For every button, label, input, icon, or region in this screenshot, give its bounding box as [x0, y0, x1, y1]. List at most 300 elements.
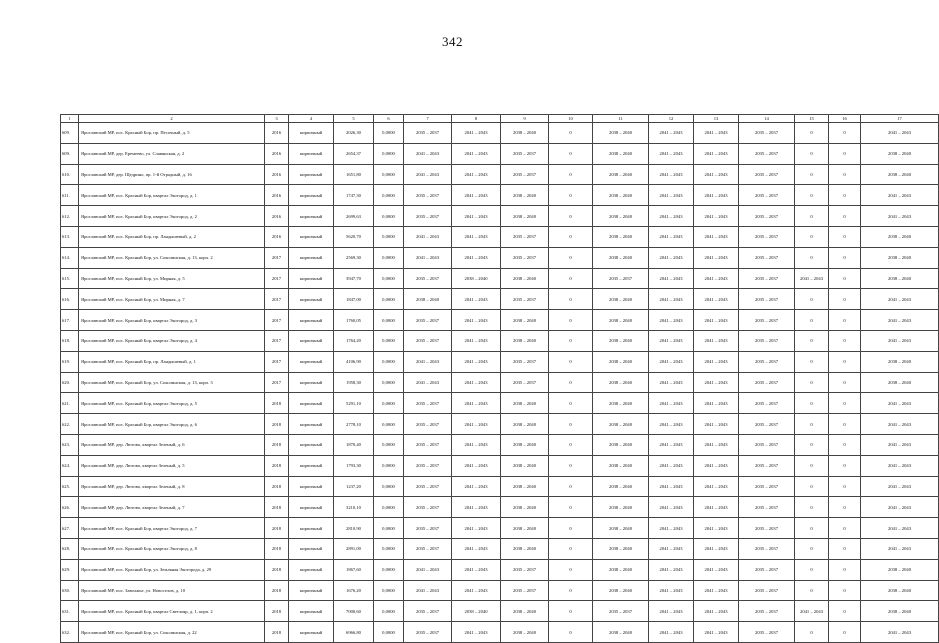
table-cell-col-6: 0,0000	[374, 351, 404, 372]
table-row	[61, 310, 939, 331]
table-cell-col-8: 2041 – 2043	[452, 330, 501, 351]
table-cell-col-14: 2035 – 2037	[739, 434, 795, 455]
table-cell-col-16: 0	[829, 580, 861, 601]
table-row	[61, 414, 939, 435]
table-cell-col-4: кирпичный	[289, 518, 334, 539]
table-cell-col-11: 2038 – 2040	[593, 559, 649, 580]
table-cell-col-9: 2038 – 2040	[501, 268, 549, 289]
table-cell-col-17: 2041 – 2043	[861, 123, 939, 144]
table-cell-col-15: 0	[795, 455, 829, 476]
table-cell-col-13: 2041 – 2043	[694, 310, 739, 331]
table-cell-col-7: 2041 – 2043	[404, 351, 452, 372]
table-cell-col-13: 2041 – 2043	[694, 538, 739, 559]
table-cell-col-10: 0	[549, 310, 593, 331]
table-cell-col-14: 2035 – 2037	[739, 185, 795, 206]
table-row	[61, 559, 939, 580]
table-row	[61, 330, 939, 351]
table-cell-col-9: 2035 – 2037	[501, 372, 549, 393]
table-cell-col-9: 2038 – 2040	[501, 393, 549, 414]
table-cell-col-4: кирпичный	[289, 434, 334, 455]
table-cell-col-14: 2035 – 2037	[739, 268, 795, 289]
table-cell-col-1: 625.	[61, 476, 79, 497]
table-cell-col-15: 0	[795, 123, 829, 144]
table-cell-col-4: кирпичный	[289, 206, 334, 227]
table-cell-col-16: 0	[829, 226, 861, 247]
table-cell-col-2: Ярославский МР, пос. Красный Бор, пр. Ландышевый, д. 2	[79, 226, 265, 247]
table-cell-col-14: 2035 – 2037	[739, 226, 795, 247]
table-cell-col-2: Ярославский МР, пос. Красный Бор, пр. Ландышевый, д. 1	[79, 351, 265, 372]
table-cell-col-6: 0,0000	[374, 434, 404, 455]
table-cell-col-6: 0,0000	[374, 247, 404, 268]
header-row	[61, 115, 939, 123]
table-cell-col-6: 0,0000	[374, 164, 404, 185]
table-cell-col-14: 2035 – 2037	[739, 538, 795, 559]
column-header-3: 3	[265, 115, 289, 123]
table-cell-col-5: 2810,90	[334, 518, 374, 539]
table-cell-col-2: Ярославский МР, дер. Еремеево, ул. Славянская, д. 2	[79, 143, 265, 164]
table-cell-col-5: 1958,30	[334, 372, 374, 393]
table-cell-col-6: 0,0000	[374, 206, 404, 227]
table-cell-col-7: 2035 – 2037	[404, 497, 452, 518]
table-cell-col-12: 2041 – 2043	[649, 310, 694, 331]
table-cell-col-9: 2038 – 2040	[501, 601, 549, 622]
table-row	[61, 601, 939, 622]
table-cell-col-11: 2035 – 2037	[593, 268, 649, 289]
table-cell-col-9: 2038 – 2040	[501, 476, 549, 497]
table-cell-col-14: 2035 – 2037	[739, 143, 795, 164]
table-cell-col-8: 2041 – 2043	[452, 414, 501, 435]
table-cell-col-14: 2035 – 2037	[739, 414, 795, 435]
table-cell-col-5: 4106,90	[334, 351, 374, 372]
table-cell-col-8: 2041 – 2043	[452, 538, 501, 559]
table-cell-col-8: 2041 – 2043	[452, 226, 501, 247]
table-cell-col-6: 0,0000	[374, 143, 404, 164]
table-cell-col-10: 0	[549, 206, 593, 227]
table-cell-col-10: 0	[549, 372, 593, 393]
table-cell-col-12: 2041 – 2043	[649, 393, 694, 414]
table-cell-col-3: 2018	[265, 476, 289, 497]
table-cell-col-6: 0,0000	[374, 622, 404, 643]
table-cell-col-9: 2038 – 2040	[501, 497, 549, 518]
table-cell-col-12: 2041 – 2043	[649, 289, 694, 310]
table-cell-col-17: 2038 – 2040	[861, 351, 939, 372]
table-cell-col-12: 2041 – 2043	[649, 601, 694, 622]
table-cell-col-1: 609.	[61, 123, 79, 144]
table-cell-col-1: 615.	[61, 268, 79, 289]
table-cell-col-11: 2038 – 2040	[593, 185, 649, 206]
table-cell-col-7: 2038 – 2040	[404, 289, 452, 310]
table-cell-col-3: 2016	[265, 143, 289, 164]
table-cell-col-11: 2038 – 2040	[593, 497, 649, 518]
table-cell-col-10: 0	[549, 185, 593, 206]
table-cell-col-8: 2041 – 2043	[452, 351, 501, 372]
table-cell-col-2: Ярославский МР, пос. Красный Бор, пр. Песочный, д. 5	[79, 123, 265, 144]
table-cell-col-14: 2035 – 2037	[739, 455, 795, 476]
table-cell-col-15: 0	[795, 226, 829, 247]
table-cell-col-5: 2569,30	[334, 247, 374, 268]
table-cell-col-7: 2041 – 2043	[404, 580, 452, 601]
table-cell-col-15: 0	[795, 622, 829, 643]
table-cell-col-11: 2038 – 2040	[593, 622, 649, 643]
table-cell-col-7: 2035 – 2037	[404, 185, 452, 206]
table-cell-col-5: 2026,30	[334, 123, 374, 144]
table-cell-col-8: 2041 – 2043	[452, 372, 501, 393]
table-cell-col-9: 2038 – 2040	[501, 455, 549, 476]
table-cell-col-13: 2041 – 2043	[694, 372, 739, 393]
table-cell-col-15: 0	[795, 247, 829, 268]
table-row	[61, 455, 939, 476]
table-cell-col-12: 2041 – 2043	[649, 123, 694, 144]
table-cell-col-3: 2018	[265, 497, 289, 518]
table-cell-col-10: 0	[549, 351, 593, 372]
table-cell-col-3: 2017	[265, 330, 289, 351]
table-cell-col-17: 2038 – 2040	[861, 143, 939, 164]
table-cell-col-8: 2038 – 2040	[452, 268, 501, 289]
table-row	[61, 580, 939, 601]
table-cell-col-15: 0	[795, 434, 829, 455]
table-cell-col-3: 2016	[265, 185, 289, 206]
table-cell-col-4: кирпичный	[289, 622, 334, 643]
table-cell-col-17: 2041 – 2043	[861, 206, 939, 227]
table-cell-col-2: Ярославский МР, пос. Красный Бор, квартал Экогород, д. 7	[79, 518, 265, 539]
column-header-10: 10	[549, 115, 593, 123]
table-cell-col-17: 2041 – 2043	[861, 538, 939, 559]
table-cell-col-8: 2041 – 2043	[452, 206, 501, 227]
table-cell-col-12: 2041 – 2043	[649, 414, 694, 435]
table-cell-col-16: 0	[829, 247, 861, 268]
table-cell-col-10: 0	[549, 330, 593, 351]
table-cell-col-1: 613.	[61, 226, 79, 247]
table-cell-col-7: 2035 – 2037	[404, 206, 452, 227]
table-cell-col-1: 618.	[61, 330, 79, 351]
table-cell-col-11: 2038 – 2040	[593, 247, 649, 268]
table-cell-col-16: 0	[829, 497, 861, 518]
column-header-5: 5	[334, 115, 374, 123]
table-cell-col-4: кирпичный	[289, 351, 334, 372]
table-cell-col-3: 2016	[265, 226, 289, 247]
table-cell-col-17: 2041 – 2043	[861, 393, 939, 414]
table-cell-col-7: 2035 – 2037	[404, 414, 452, 435]
table-cell-col-10: 0	[549, 164, 593, 185]
table-cell-col-4: кирпичный	[289, 247, 334, 268]
table-cell-col-5: 5291,10	[334, 393, 374, 414]
table-cell-col-14: 2035 – 2037	[739, 518, 795, 539]
table-cell-col-10: 0	[549, 226, 593, 247]
table-cell-col-6: 0,0000	[374, 372, 404, 393]
table-cell-col-2: Ярославский МР, дер. Лютово, квартал Зеленый, д. 5	[79, 455, 265, 476]
table-cell-col-11: 2038 – 2040	[593, 434, 649, 455]
table-cell-col-14: 2035 – 2037	[739, 351, 795, 372]
table-cell-col-5: 7000,60	[334, 601, 374, 622]
table-cell-col-4: кирпичный	[289, 372, 334, 393]
table-cell-col-13: 2041 – 2043	[694, 455, 739, 476]
column-header-16: 16	[829, 115, 861, 123]
table-cell-col-9: 2038 – 2040	[501, 185, 549, 206]
table-cell-col-12: 2041 – 2043	[649, 226, 694, 247]
table-cell-col-14: 2035 – 2037	[739, 497, 795, 518]
table-cell-col-14: 2035 – 2037	[739, 372, 795, 393]
table-cell-col-8: 2041 – 2043	[452, 310, 501, 331]
table-cell-col-12: 2041 – 2043	[649, 518, 694, 539]
table-cell-col-9: 2038 – 2040	[501, 518, 549, 539]
column-header-4: 4	[289, 115, 334, 123]
table-cell-col-5: 1793,30	[334, 455, 374, 476]
table-cell-col-11: 2035 – 2037	[593, 601, 649, 622]
table-cell-col-13: 2041 – 2043	[694, 185, 739, 206]
table-cell-col-5: 2891,00	[334, 538, 374, 559]
table-cell-col-15: 0	[795, 330, 829, 351]
table-cell-col-17: 2041 – 2043	[861, 289, 939, 310]
table-cell-col-7: 2041 – 2043	[404, 247, 452, 268]
table-cell-col-9: 2038 – 2040	[501, 622, 549, 643]
table-row	[61, 226, 939, 247]
table-cell-col-4: кирпичный	[289, 580, 334, 601]
table-cell-col-8: 2041 – 2043	[452, 580, 501, 601]
table-cell-col-9: 2035 – 2037	[501, 143, 549, 164]
table-cell-col-13: 2041 – 2043	[694, 268, 739, 289]
table-cell-col-10: 0	[549, 393, 593, 414]
table-cell-col-10: 0	[549, 622, 593, 643]
table-cell-col-7: 2041 – 2043	[404, 226, 452, 247]
table-cell-col-10: 0	[549, 123, 593, 144]
table-cell-col-13: 2041 – 2043	[694, 497, 739, 518]
table-cell-col-16: 0	[829, 434, 861, 455]
table-cell-col-4: кирпичный	[289, 330, 334, 351]
table-cell-col-10: 0	[549, 455, 593, 476]
table-row	[61, 351, 939, 372]
table-cell-col-8: 2041 – 2043	[452, 559, 501, 580]
table-cell-col-5: 3210,10	[334, 497, 374, 518]
table-cell-col-1: 622.	[61, 414, 79, 435]
column-header-8: 8	[452, 115, 501, 123]
table-cell-col-12: 2041 – 2043	[649, 497, 694, 518]
table-cell-col-14: 2035 – 2037	[739, 580, 795, 601]
column-header-15: 15	[795, 115, 829, 123]
table-cell-col-8: 2041 – 2043	[452, 143, 501, 164]
table-cell-col-10: 0	[549, 497, 593, 518]
table-cell-col-3: 2016	[265, 164, 289, 185]
table-cell-col-9: 2035 – 2037	[501, 351, 549, 372]
table-cell-col-1: 619.	[61, 351, 79, 372]
table-cell-col-17: 2038 – 2040	[861, 247, 939, 268]
table-cell-col-10: 0	[549, 434, 593, 455]
table-cell-col-17: 2041 – 2043	[861, 476, 939, 497]
table-cell-col-3: 2016	[265, 123, 289, 144]
table-cell-col-17: 2041 – 2043	[861, 310, 939, 331]
table-cell-col-17: 2038 – 2040	[861, 559, 939, 580]
table-cell-col-2: Ярославский МР, пос. Красный Бор, квартал Экогород, д. 3	[79, 310, 265, 331]
table-cell-col-10: 0	[549, 580, 593, 601]
table-cell-col-13: 2041 – 2043	[694, 206, 739, 227]
table-cell-col-6: 0,0000	[374, 476, 404, 497]
table-cell-col-17: 2041 – 2043	[861, 497, 939, 518]
table-cell-col-16: 0	[829, 559, 861, 580]
table-row	[61, 434, 939, 455]
table-cell-col-8: 2041 – 2043	[452, 164, 501, 185]
column-header-12: 12	[649, 115, 694, 123]
table-cell-col-7: 2035 – 2037	[404, 330, 452, 351]
table-row	[61, 372, 939, 393]
table-cell-col-17: 2041 – 2043	[861, 414, 939, 435]
table-cell-col-15: 0	[795, 476, 829, 497]
table-cell-col-16: 0	[829, 289, 861, 310]
table-body	[61, 123, 939, 643]
table-cell-col-8: 2038 – 2040	[452, 601, 501, 622]
table-cell-col-17: 2041 – 2043	[861, 518, 939, 539]
table-cell-col-17: 2038 – 2040	[861, 601, 939, 622]
table-cell-col-9: 2038 – 2040	[501, 310, 549, 331]
table-cell-col-1: 620.	[61, 372, 79, 393]
table-cell-col-16: 0	[829, 123, 861, 144]
column-header-17: 17	[861, 115, 939, 123]
table-cell-col-7: 2041 – 2043	[404, 143, 452, 164]
table-row	[61, 247, 939, 268]
table-cell-col-2: Ярославский МР, пос. Красный Бор, ул. Соколинская, д. 13, корп. 2	[79, 247, 265, 268]
table-cell-col-6: 0,0000	[374, 226, 404, 247]
table-cell-col-12: 2041 – 2043	[649, 330, 694, 351]
table-cell-col-12: 2041 – 2043	[649, 455, 694, 476]
table-cell-col-12: 2041 – 2043	[649, 538, 694, 559]
table-cell-col-6: 0,0000	[374, 518, 404, 539]
table-cell-col-7: 2035 – 2037	[404, 601, 452, 622]
column-header-2: 2	[79, 115, 265, 123]
table-cell-col-10: 0	[549, 476, 593, 497]
table-cell-col-12: 2041 – 2043	[649, 268, 694, 289]
table-cell-col-3: 2018	[265, 601, 289, 622]
table-cell-col-1: 609.	[61, 143, 79, 164]
table-cell-col-11: 2038 – 2040	[593, 164, 649, 185]
table-cell-col-16: 0	[829, 310, 861, 331]
table-cell-col-11: 2038 – 2040	[593, 206, 649, 227]
table-cell-col-14: 2035 – 2037	[739, 247, 795, 268]
table-cell-col-14: 2035 – 2037	[739, 330, 795, 351]
table-cell-col-15: 0	[795, 559, 829, 580]
table-cell-col-17: 2041 – 2043	[861, 434, 939, 455]
table-cell-col-10: 0	[549, 289, 593, 310]
table-cell-col-16: 0	[829, 372, 861, 393]
table-cell-col-10: 0	[549, 538, 593, 559]
table-cell-col-4: кирпичный	[289, 310, 334, 331]
table-cell-col-14: 2035 – 2037	[739, 310, 795, 331]
table-cell-col-4: кирпичный	[289, 476, 334, 497]
table-cell-col-11: 2038 – 2040	[593, 289, 649, 310]
table-row	[61, 622, 939, 643]
table-row	[61, 185, 939, 206]
table-cell-col-13: 2041 – 2043	[694, 622, 739, 643]
table-row	[61, 123, 939, 144]
table-cell-col-11: 2038 – 2040	[593, 143, 649, 164]
table-cell-col-6: 0,0000	[374, 185, 404, 206]
table-cell-col-2: Ярославский МР, пос. Красный Бор, квартал Экогород, д. 2	[79, 206, 265, 227]
table-cell-col-13: 2041 – 2043	[694, 123, 739, 144]
table-cell-col-16: 0	[829, 330, 861, 351]
table-cell-col-5: 1237,20	[334, 476, 374, 497]
table-cell-col-16: 0	[829, 601, 861, 622]
table-cell-col-9: 2035 – 2037	[501, 559, 549, 580]
table-cell-col-16: 0	[829, 393, 861, 414]
table-cell-col-16: 0	[829, 476, 861, 497]
table-cell-col-10: 0	[549, 247, 593, 268]
table-row	[61, 518, 939, 539]
table-cell-col-4: кирпичный	[289, 143, 334, 164]
table-cell-col-7: 2035 – 2037	[404, 476, 452, 497]
table-cell-col-16: 0	[829, 622, 861, 643]
table-cell-col-10: 0	[549, 268, 593, 289]
table-cell-col-3: 2017	[265, 372, 289, 393]
table-cell-col-7: 2035 – 2037	[404, 268, 452, 289]
table-header	[61, 115, 939, 123]
table-cell-col-6: 0,0000	[374, 580, 404, 601]
column-header-13: 13	[694, 115, 739, 123]
table-cell-col-4: кирпичный	[289, 164, 334, 185]
table-cell-col-16: 0	[829, 414, 861, 435]
column-header-7: 7	[404, 115, 452, 123]
table-cell-col-11: 2038 – 2040	[593, 476, 649, 497]
table-cell-col-13: 2041 – 2043	[694, 164, 739, 185]
table-cell-col-9: 2038 – 2040	[501, 434, 549, 455]
table-cell-col-13: 2041 – 2043	[694, 414, 739, 435]
table-cell-col-4: кирпичный	[289, 497, 334, 518]
table-cell-col-8: 2041 – 2043	[452, 497, 501, 518]
table-cell-col-2: Ярославский МР, дер. Лютово, квартал Зеленый, д. 7	[79, 497, 265, 518]
table-cell-col-1: 612.	[61, 206, 79, 227]
table-cell-col-6: 0,0000	[374, 268, 404, 289]
table-cell-col-12: 2041 – 2043	[649, 372, 694, 393]
table-cell-col-9: 2035 – 2037	[501, 247, 549, 268]
table-cell-col-8: 2041 – 2043	[452, 434, 501, 455]
table-cell-col-10: 0	[549, 518, 593, 539]
table-cell-col-11: 2038 – 2040	[593, 226, 649, 247]
table-cell-col-7: 2035 – 2037	[404, 622, 452, 643]
table-cell-col-6: 0,0000	[374, 289, 404, 310]
table-cell-col-7: 2041 – 2043	[404, 372, 452, 393]
table-cell-col-11: 2038 – 2040	[593, 123, 649, 144]
table-cell-col-9: 2035 – 2037	[501, 289, 549, 310]
column-header-14: 14	[739, 115, 795, 123]
table-cell-col-1: 616.	[61, 289, 79, 310]
table-cell-col-14: 2035 – 2037	[739, 476, 795, 497]
table-cell-col-5: 5620,70	[334, 226, 374, 247]
table-cell-col-4: кирпичный	[289, 455, 334, 476]
table-cell-col-10: 0	[549, 143, 593, 164]
table-cell-col-8: 2041 – 2043	[452, 123, 501, 144]
table-cell-col-14: 2035 – 2037	[739, 164, 795, 185]
table-cell-col-11: 2038 – 2040	[593, 414, 649, 435]
table-cell-col-15: 0	[795, 372, 829, 393]
table-cell-col-3: 2017	[265, 310, 289, 331]
table-cell-col-5: 1764,20	[334, 330, 374, 351]
table-cell-col-6: 0,0000	[374, 601, 404, 622]
table-cell-col-12: 2041 – 2043	[649, 434, 694, 455]
table-cell-col-14: 2035 – 2037	[739, 123, 795, 144]
table-cell-col-13: 2041 – 2043	[694, 393, 739, 414]
table-cell-col-11: 2038 – 2040	[593, 580, 649, 601]
table-cell-col-9: 2038 – 2040	[501, 414, 549, 435]
table-cell-col-15: 0	[795, 289, 829, 310]
table-cell-col-17: 2038 – 2040	[861, 580, 939, 601]
table-cell-col-16: 0	[829, 538, 861, 559]
table-cell-col-12: 2041 – 2043	[649, 185, 694, 206]
table-cell-col-15: 0	[795, 310, 829, 331]
table-cell-col-9: 2038 – 2040	[501, 206, 549, 227]
table-cell-col-9: 2035 – 2037	[501, 164, 549, 185]
table-cell-col-17: 2038 – 2040	[861, 226, 939, 247]
table-cell-col-13: 2041 – 2043	[694, 559, 739, 580]
table-cell-col-2: Ярославский МР, пос. Красный Бор, ул. Соколинская, д. 22	[79, 622, 265, 643]
table-row	[61, 268, 939, 289]
table-cell-col-6: 0,0000	[374, 310, 404, 331]
table-cell-col-2: Ярославский МР, дер. Щедрино, пр. 1-й Отрадный, д. 16	[79, 164, 265, 185]
